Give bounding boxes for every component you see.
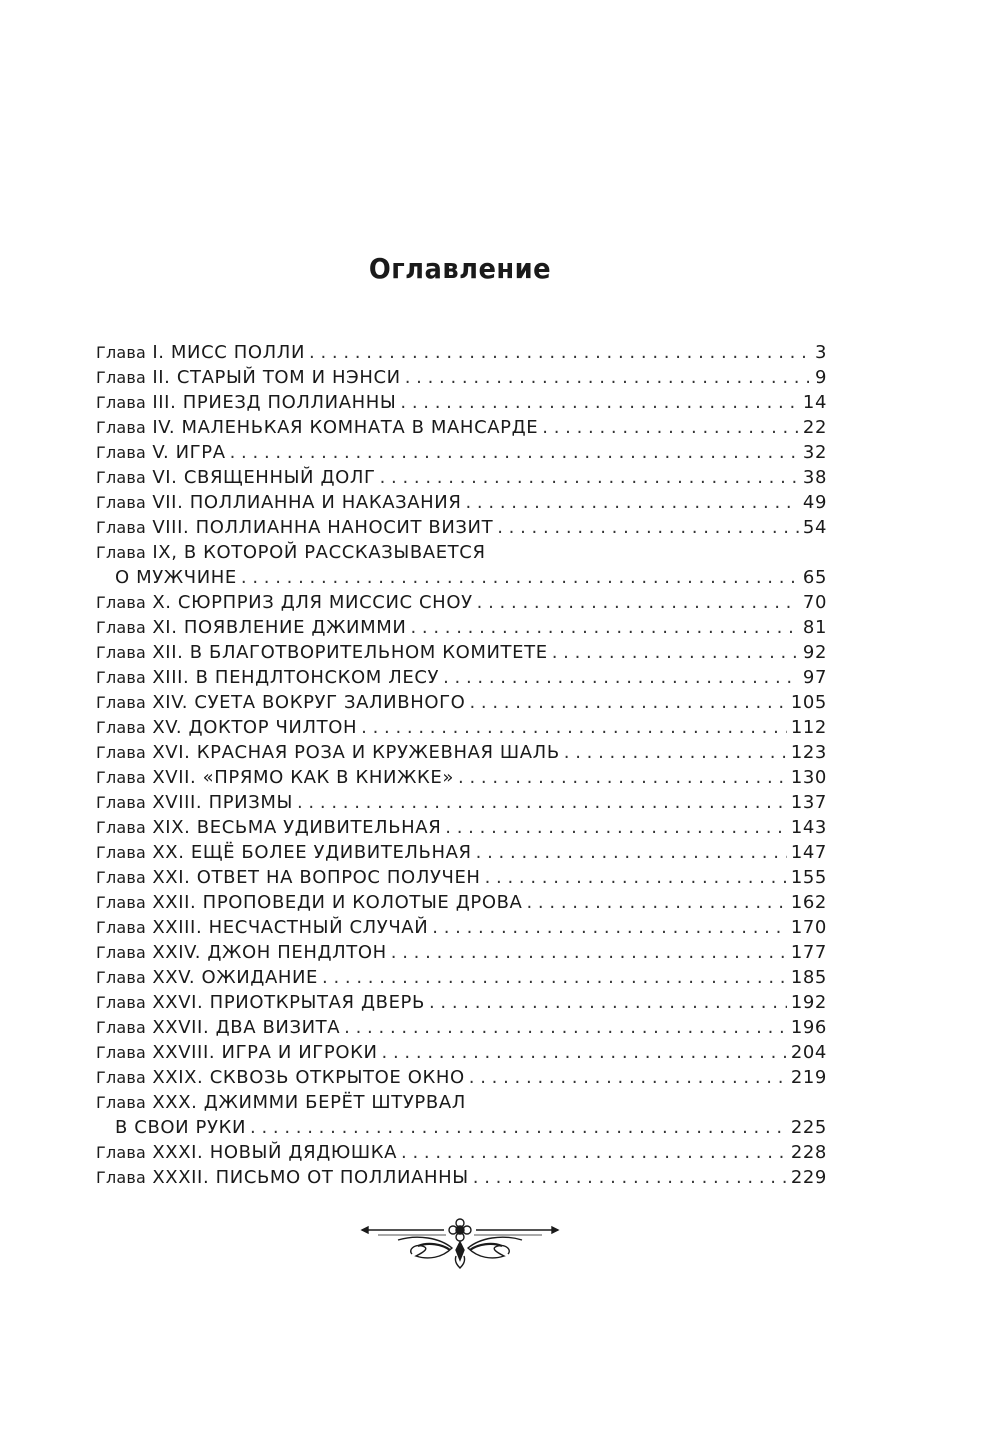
dot-leader — [322, 965, 787, 990]
toc-entry-text: XXVI. ПРИОТКРЫТАЯ ДВЕРЬ — [152, 992, 425, 1013]
toc-entry — [96, 1040, 827, 1065]
toc-entry-text: XXII. ПРОПОВЕДИ И КОЛОТЫЕ ДРОВА — [152, 892, 523, 913]
toc-entry-title — [96, 390, 396, 415]
toc-page-number: 228 — [790, 1142, 827, 1163]
toc-page-number: 177 — [790, 942, 827, 963]
toc-page-number: 170 — [790, 917, 827, 938]
toc-page-number: 130 — [790, 767, 827, 788]
toc-entry-text: XXV. ОЖИДАНИЕ — [152, 967, 319, 988]
toc-page-number: 97 — [802, 667, 827, 688]
toc-entry-label: Глава — [96, 543, 147, 562]
toc-entry-text: XIX. ВЕСЬМА УДИВИТЕЛЬНАЯ — [152, 817, 442, 838]
toc-entry-title — [96, 640, 548, 665]
toc-entry — [96, 590, 827, 615]
toc-entry-title — [96, 365, 401, 390]
toc-entry-text: XXIX. СКВОЗЬ ОТКРЫТОЕ ОКНО — [152, 1067, 465, 1088]
dot-leader — [445, 815, 787, 840]
toc-entry-title — [115, 1115, 246, 1140]
toc-entry-title — [96, 965, 318, 990]
toc-entry-text: XXIII. НЕСЧАСТНЫЙ СЛУЧАЙ — [152, 917, 429, 938]
toc-entry-label: Глава — [96, 443, 147, 462]
toc-entry-text: XXVII. ДВА ВИЗИТА — [152, 1017, 341, 1038]
toc-entry-title — [96, 1165, 469, 1190]
dot-leader — [405, 365, 809, 390]
toc-entry-text: V. ИГРА — [152, 442, 226, 463]
toc-entry-label: Глава — [96, 1068, 147, 1087]
toc-page-number: 32 — [802, 442, 827, 463]
dot-leader — [297, 790, 787, 815]
toc-entry-text: XVIII. ПРИЗМЫ — [152, 792, 293, 813]
toc-page-number: 92 — [802, 642, 827, 663]
toc-entry-text: VIII. ПОЛЛИАННА НАНОСИТ ВИЗИТ — [152, 517, 494, 538]
toc-page-number: 3 — [814, 342, 827, 363]
dot-leader — [469, 1065, 787, 1090]
toc-entry-text: XXX. ДЖИММИ БЕРЁТ ШТУРВАЛ — [152, 1092, 466, 1113]
toc-entry-title — [96, 715, 357, 740]
toc-entry-title — [96, 1015, 340, 1040]
toc-entry-title — [96, 540, 486, 565]
toc-entry — [96, 540, 827, 565]
toc-entry — [96, 915, 827, 940]
toc-entry-text: XXIV. ДЖОН ПЕНДЛТОН — [152, 942, 387, 963]
toc-entry-text: XII. В БЛАГОТВОРИТЕЛЬНОМ КОМИТЕТЕ — [152, 642, 548, 663]
toc-entry-text: XVI. КРАСНАЯ РОЗА И КРУЖЕВНАЯ ШАЛЬ — [152, 742, 560, 763]
toc-entry-label: Глава — [96, 818, 147, 837]
toc-entry-title — [96, 840, 472, 865]
toc-page-number: 70 — [802, 592, 827, 613]
toc-entry-text: IV. МАЛЕНЬКАЯ КОМНАТА В МАНСАРДЕ — [152, 417, 539, 438]
dot-leader — [344, 1015, 787, 1040]
toc-entry-title — [96, 865, 481, 890]
toc-entry-title — [96, 615, 406, 640]
toc-page-number: 155 — [790, 867, 827, 888]
toc-entry-label: Глава — [96, 768, 147, 787]
toc-entry-title — [96, 815, 441, 840]
toc-entry-label: Глава — [96, 368, 147, 387]
toc-page-number: 54 — [802, 517, 827, 538]
toc-entry-title — [96, 1065, 465, 1090]
toc-entry-title — [96, 515, 493, 540]
toc-entry-text: VII. ПОЛЛИАННА И НАКАЗАНИЯ — [152, 492, 462, 513]
toc-entry-text: XXXI. НОВЫЙ ДЯДЮШКА — [152, 1142, 398, 1163]
toc-entry-title — [96, 940, 387, 965]
dot-leader — [250, 1115, 787, 1140]
toc-entry-text: XI. ПОЯВЛЕНИЕ ДЖИММИ — [152, 617, 407, 638]
toc-entry — [96, 1065, 827, 1090]
toc-entry — [96, 815, 827, 840]
dot-leader — [241, 565, 799, 590]
toc-entry-title — [96, 440, 226, 465]
toc-entry-label: Глава — [96, 418, 147, 437]
toc-entry-title — [96, 1140, 397, 1165]
dot-leader — [542, 415, 799, 440]
toc-entry-label: Глава — [96, 643, 147, 662]
dot-leader — [469, 690, 786, 715]
toc-entry-text: VI. СВЯЩЕННЫЙ ДОЛГ — [152, 467, 376, 488]
toc-entry-text: II. СТАРЫЙ ТОМ И НЭНСИ — [152, 367, 401, 388]
toc-entry-title — [96, 490, 461, 515]
toc-entry — [96, 940, 827, 965]
toc-entry-title — [96, 765, 454, 790]
toc-entry-label: Глава — [96, 668, 147, 687]
toc-entry — [96, 465, 827, 490]
dot-leader — [443, 665, 799, 690]
dot-leader — [400, 390, 799, 415]
toc-entry — [96, 990, 827, 1015]
toc-page-number: 225 — [790, 1117, 827, 1138]
toc-entry-label: Глава — [96, 793, 147, 812]
toc-page-number: 204 — [790, 1042, 827, 1063]
toc-entry — [96, 340, 827, 365]
toc-entry — [96, 765, 827, 790]
dot-leader — [380, 465, 799, 490]
toc-page-number: 112 — [790, 717, 827, 738]
toc-page-number: 9 — [814, 367, 827, 388]
toc-entry — [96, 690, 827, 715]
toc-entry-label: Глава — [96, 993, 147, 1012]
toc-entry — [96, 640, 827, 665]
toc-entry-text: XXXII. ПИСЬМО ОТ ПОЛЛИАННЫ — [152, 1167, 469, 1188]
toc-page-number: 22 — [802, 417, 827, 438]
toc-entry — [96, 415, 827, 440]
toc-entry-label: Глава — [96, 493, 147, 512]
toc-entry-title — [96, 915, 428, 940]
toc-entry-label: Глава — [96, 593, 147, 612]
toc-entry-text: О МУЖЧИНЕ — [115, 567, 237, 588]
toc-entry-text: XXVIII. ИГРА И ИГРОКИ — [152, 1042, 378, 1063]
toc-entry — [96, 740, 827, 765]
toc-entry-title — [115, 565, 237, 590]
toc-entry-label: Глава — [96, 518, 147, 537]
toc-entry — [96, 1140, 827, 1165]
toc-entry — [96, 665, 827, 690]
dot-leader — [473, 1165, 787, 1190]
toc-entry-text: XIV. СУЕТА ВОКРУГ ЗАЛИВНОГО — [152, 692, 466, 713]
toc-entry — [96, 790, 827, 815]
toc-entry-label: Глава — [96, 893, 147, 912]
toc-entry-text: В СВОИ РУКИ — [115, 1117, 247, 1138]
toc-page-number: 49 — [802, 492, 827, 513]
toc-entry-title — [96, 740, 560, 765]
toc-page-number: 192 — [790, 992, 827, 1013]
dot-leader — [429, 990, 787, 1015]
toc-entry — [96, 1015, 827, 1040]
dot-leader — [401, 1140, 787, 1165]
toc-entry-label: Глава — [96, 343, 147, 362]
toc-entry-title — [96, 665, 439, 690]
toc-entry-label: Глава — [96, 743, 147, 762]
toc-entry-label: Глава — [96, 393, 147, 412]
toc-entry-label: Глава — [96, 618, 147, 637]
toc-page-number: 147 — [790, 842, 827, 863]
dot-leader — [458, 765, 787, 790]
toc-entry-title — [96, 465, 376, 490]
toc-entry-label: Глава — [96, 843, 147, 862]
dot-leader — [477, 590, 799, 615]
dot-leader — [382, 1040, 787, 1065]
table-of-contents — [96, 340, 827, 1190]
dot-leader — [465, 490, 798, 515]
toc-entry-title — [96, 340, 305, 365]
toc-page-number: 229 — [790, 1167, 827, 1188]
toc-entry-title — [96, 690, 465, 715]
toc-entry — [96, 840, 827, 865]
toc-entry-title — [96, 1090, 466, 1115]
toc-entry-text: XV. ДОКТОР ЧИЛТОН — [152, 717, 358, 738]
toc-entry-text: IX, В КОТОРОЙ РАССКАЗЫВАЕТСЯ — [152, 542, 486, 563]
toc-entry-text: I. МИСС ПОЛЛИ — [152, 342, 306, 363]
toc-page-number: 38 — [802, 467, 827, 488]
toc-page-number: 162 — [790, 892, 827, 913]
toc-entry — [96, 565, 827, 590]
toc-entry-title — [96, 890, 522, 915]
toc-entry-text: XX. ЕЩЁ БОЛЕЕ УДИВИТЕЛЬНАЯ — [152, 842, 472, 863]
toc-page-number: 143 — [790, 817, 827, 838]
toc-entry-title — [96, 990, 425, 1015]
toc-entry — [96, 865, 827, 890]
toc-entry-label: Глава — [96, 943, 147, 962]
toc-entry-text: XIII. В ПЕНДЛТОНСКОМ ЛЕСУ — [152, 667, 440, 688]
toc-page-number: 123 — [790, 742, 827, 763]
toc-page-number: 81 — [802, 617, 827, 638]
dot-leader — [564, 740, 787, 765]
dot-leader — [497, 515, 799, 540]
dot-leader — [309, 340, 809, 365]
toc-entry-label: Глава — [96, 693, 147, 712]
toc-entry-text: III. ПРИЕЗД ПОЛЛИАННЫ — [152, 392, 397, 413]
toc-entry — [96, 965, 827, 990]
toc-entry-title — [96, 790, 293, 815]
dot-leader — [391, 940, 787, 965]
toc-entry-label: Глава — [96, 1143, 147, 1162]
toc-page-number: 65 — [802, 567, 827, 588]
toc-entry-text: XVII. «ПРЯМО КАК В КНИЖКЕ» — [152, 767, 454, 788]
toc-page-number: 219 — [790, 1067, 827, 1088]
toc-entry-label: Глава — [96, 868, 147, 887]
toc-entry-label: Глава — [96, 918, 147, 937]
toc-entry-label: Глава — [96, 1018, 147, 1037]
toc-entry-title — [96, 415, 538, 440]
toc-entry-label: Глава — [96, 1093, 147, 1112]
dot-leader — [526, 890, 786, 915]
toc-page-number: 185 — [790, 967, 827, 988]
toc-entry — [96, 615, 827, 640]
page-title: Оглавление — [368, 252, 552, 285]
toc-entry — [96, 490, 827, 515]
dot-leader — [230, 440, 799, 465]
toc-entry — [96, 390, 827, 415]
dot-leader — [432, 915, 787, 940]
toc-entry-label: Глава — [96, 468, 147, 487]
toc-entry — [96, 365, 827, 390]
toc-entry-label: Глава — [96, 1168, 147, 1187]
toc-entry-text: XXI. ОТВЕТ НА ВОПРОС ПОЛУЧЕН — [152, 867, 481, 888]
toc-entry-label: Глава — [96, 718, 147, 737]
toc-entry-label: Глава — [96, 968, 147, 987]
toc-page-number: 196 — [790, 1017, 827, 1038]
dot-leader — [410, 615, 798, 640]
toc-page-number: 137 — [790, 792, 827, 813]
dot-leader — [476, 840, 787, 865]
toc-entry — [96, 890, 827, 915]
toc-entry-label: Глава — [96, 1043, 147, 1062]
toc-entry — [96, 515, 827, 540]
toc-page-number: 105 — [790, 692, 827, 713]
dot-leader — [485, 865, 787, 890]
toc-entry — [96, 715, 827, 740]
toc-entry — [96, 1165, 827, 1190]
toc-entry-text: X. СЮРПРИЗ ДЛЯ МИССИС СНОУ — [152, 592, 473, 613]
toc-entry — [96, 1090, 827, 1115]
toc-entry-title — [96, 1040, 378, 1065]
decorative-divider-icon — [358, 1216, 562, 1272]
dot-leader — [552, 640, 799, 665]
toc-page-number: 14 — [802, 392, 827, 413]
toc-entry — [96, 1115, 827, 1140]
toc-entry-title — [96, 590, 473, 615]
dot-leader — [361, 715, 787, 740]
toc-entry — [96, 440, 827, 465]
